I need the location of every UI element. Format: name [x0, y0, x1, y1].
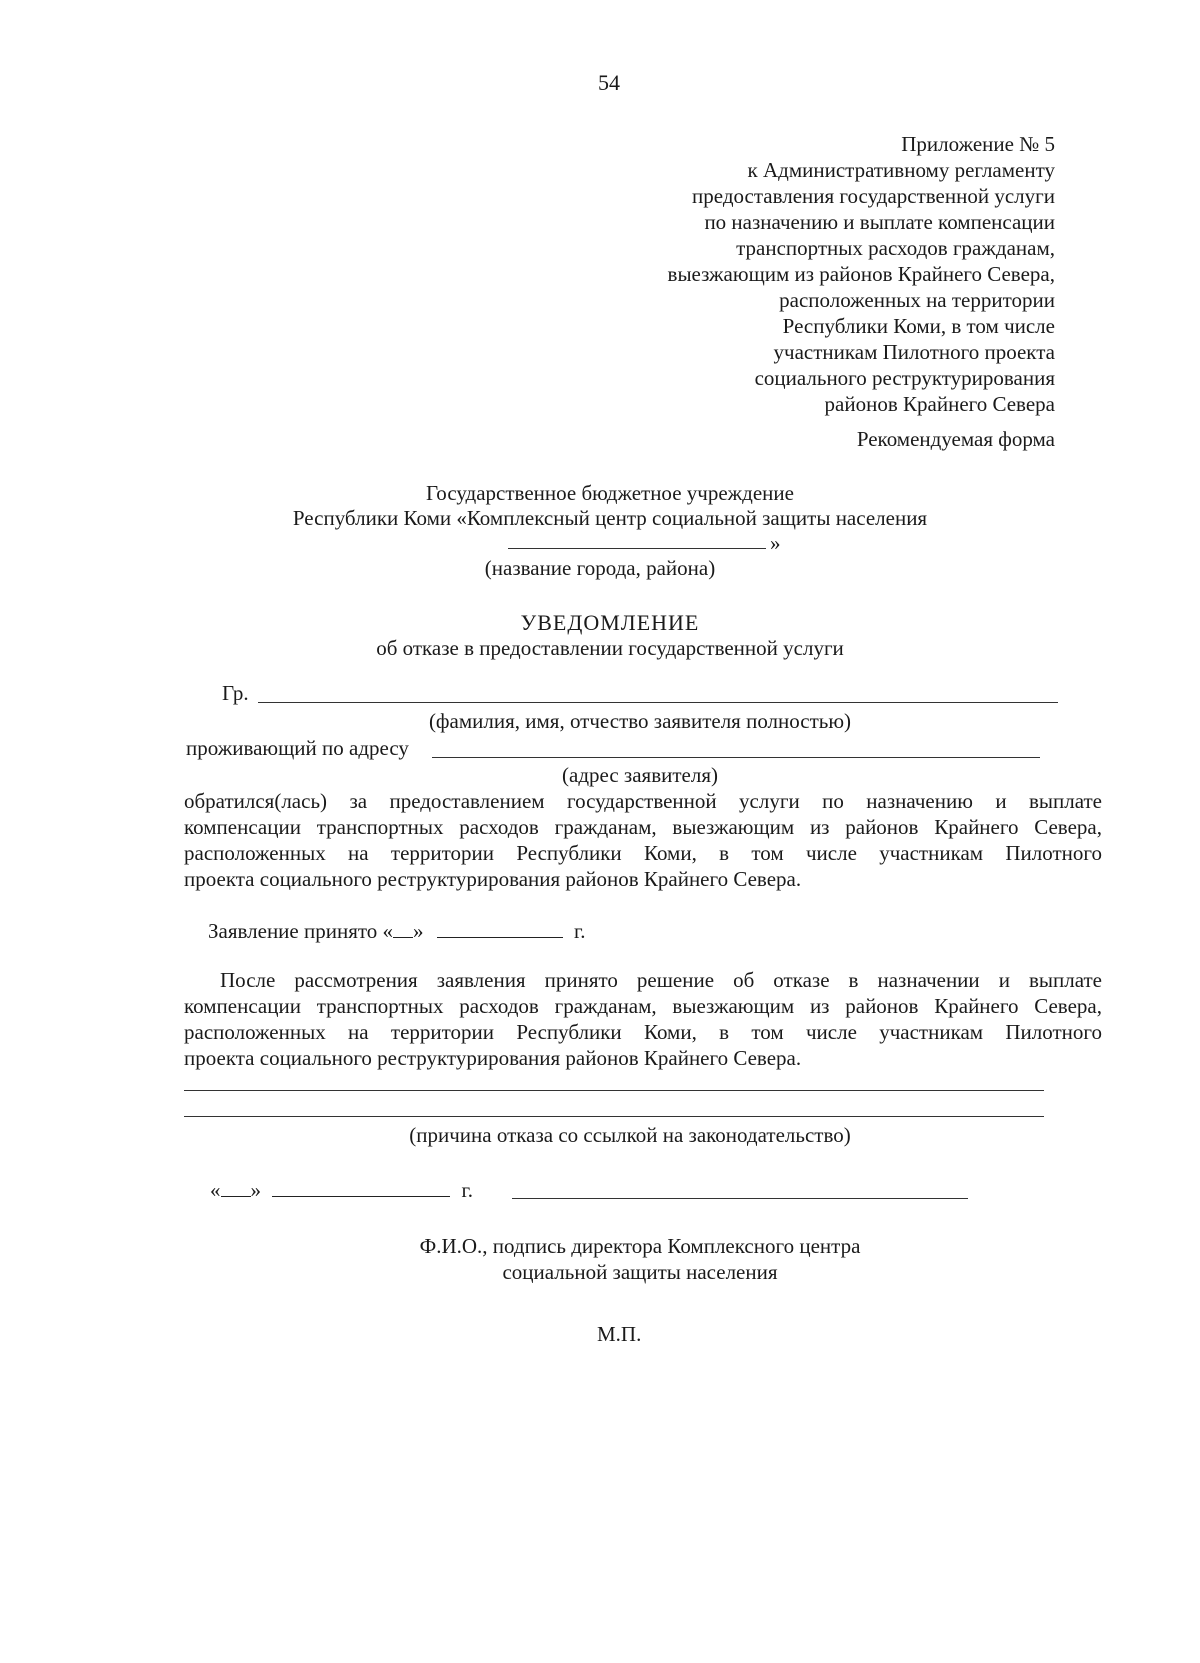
- appendix-line: к Административному регламенту: [747, 158, 1055, 182]
- appendix-line: выезжающим из районов Крайнего Севера,: [667, 262, 1055, 286]
- address-caption: (адрес заявителя): [562, 763, 718, 787]
- appendix-line: предоставления государственной услуги: [692, 184, 1055, 208]
- accepted-date-blank: [437, 919, 563, 938]
- appendix-line: по назначению и выплате компенсации: [704, 210, 1055, 234]
- accepted-day-blank: [393, 919, 413, 938]
- appendix-line: транспортных расходов гражданам,: [736, 236, 1055, 260]
- paragraph-line: расположенных на территории Республики Коми, в том числе участникам Пилотного: [184, 1020, 1102, 1044]
- signature-caption-2: социальной защиты населения: [502, 1260, 778, 1284]
- date-close-quote: »: [250, 1178, 261, 1202]
- address-line: [432, 757, 1040, 758]
- date-day-blank: [221, 1178, 251, 1197]
- accepted-close-quote: »: [413, 919, 424, 943]
- paragraph-2: [184, 967, 1102, 1071]
- page-number: 54: [598, 70, 620, 95]
- date-blank: [272, 1178, 450, 1197]
- citizen-prefix: Гр.: [222, 681, 249, 705]
- paragraph-line: проекта социального реструктурирования районов Крайнего Севера.: [184, 867, 802, 891]
- city-caption: (название города, района): [484, 556, 716, 580]
- paragraph-line: После рассмотрения заявления принято решение об отказе в назначении и выплате: [220, 968, 1102, 992]
- accepted-year-suffix: г.: [574, 919, 586, 943]
- paragraph-line: компенсации транспортных расходов гражданам, выезжающим из районов Крайнего Севера,: [184, 994, 1102, 1018]
- paragraph-line: проекта социального реструктурирования районов Крайнего Севера.: [184, 1046, 802, 1070]
- appendix-line: расположенных на территории: [779, 288, 1055, 312]
- date-line: [210, 1177, 473, 1203]
- accepted-line: [208, 918, 586, 944]
- paragraph-line: компенсации транспортных расходов гражданам, выезжающим из районов Крайнего Севера,: [184, 815, 1102, 839]
- date-open-quote: «: [210, 1178, 221, 1202]
- signature-line: [512, 1198, 968, 1199]
- institution-close-quote: »: [770, 531, 781, 555]
- paragraph-1: [184, 788, 1102, 892]
- notice-title: УВЕДОМЛЕНИЕ: [520, 610, 700, 635]
- reason-line-1: [184, 1090, 1044, 1091]
- applicant-name-caption: (фамилия, имя, отчество заявителя полностью): [428, 709, 852, 733]
- date-year-suffix: г.: [461, 1178, 473, 1202]
- recommended-form-label: Рекомендуемая форма: [856, 427, 1055, 451]
- signature-caption-1: Ф.И.О., подпись директора Комплексного центра: [419, 1234, 861, 1258]
- applicant-name-line: [258, 702, 1058, 703]
- paragraph-line: обратился(лась) за предоставлением государственной услуги по назначению и выплате: [184, 789, 1102, 813]
- appendix-line: участникам Пилотного проекта: [773, 340, 1055, 364]
- stamp-place: М.П.: [597, 1322, 642, 1346]
- appendix-line: Приложение № 5: [901, 132, 1055, 156]
- reason-caption: (причина отказа со ссылкой на законодательство): [409, 1123, 851, 1147]
- accepted-label: Заявление принято «: [208, 919, 394, 943]
- appendix-block: [535, 131, 1055, 417]
- city-blank-line: [508, 548, 766, 549]
- appendix-line: социального реструктурирования: [754, 366, 1055, 390]
- reason-line-2: [184, 1116, 1044, 1117]
- appendix-line: Республики Коми, в том числе: [782, 314, 1055, 338]
- institution-line-2: Республики Коми «Комплексный центр социальной защиты населения: [292, 506, 928, 530]
- address-label: проживающий по адресу: [186, 736, 409, 760]
- notice-subtitle: об отказе в предоставлении государственной услуги: [376, 636, 844, 660]
- appendix-line: районов Крайнего Севера: [824, 392, 1055, 416]
- institution-line-1: Государственное бюджетное учреждение: [426, 481, 794, 505]
- paragraph-line: расположенных на территории Республики Коми, в том числе участникам Пилотного: [184, 841, 1102, 865]
